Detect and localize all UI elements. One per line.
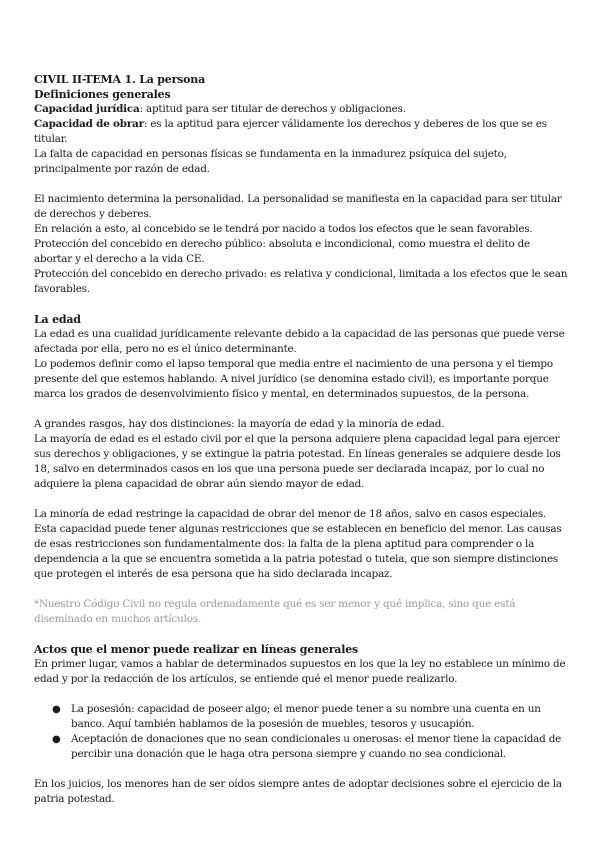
section-heading-definiciones: Definiciones generales bbox=[34, 88, 171, 101]
list-item bbox=[52, 732, 568, 762]
paragraph-capacidad-obrar bbox=[34, 117, 568, 147]
footnote-codigo-civil: *Nuestro Código Civil no regula ordenadamente qué es ser menor y qué implica, sino que está diseminado en muchos artículos. bbox=[34, 598, 516, 625]
list-item-text: Aceptación de donaciones que no sean condicionales u onerosas: el menor tiene la capacidad de percibir una donación que le haga otra persona siempre y cuando no sea condicional. bbox=[71, 733, 562, 760]
paragraph-minoria: La minoría de edad restringe la capacidad de obrar del menor de 18 años, salvo en casos especiales. Esta capacidad puede tener algunas restricciones que se establecen en beneficio del menor. Las causas de esas restricciones son fundamentalmente dos: la falta de la plena aptitud para comprender o la dependencia a la que se encuentra sometida a la patria potestad o tutela, que son siempre distinciones que protegen el interés de esa persona que ha sido declarada incapaz. bbox=[34, 508, 562, 580]
paragraph-proteccion-privado: Protección del concebido en derecho privado: es relativa y condicional, limitada a los efectos que le sean favorables. bbox=[34, 268, 568, 295]
section-heading-edad: La edad bbox=[34, 313, 81, 326]
bullet-list bbox=[34, 702, 568, 762]
document-title: CIVIL II-TEMA 1. La persona bbox=[34, 73, 206, 86]
paragraph-proteccion-publico: Protección del concebido en derecho público: absoluta e incondicional, como muestra el delito de abortar y el derecho a la vida CE. bbox=[34, 238, 531, 265]
bullet-icon: ● bbox=[52, 704, 61, 715]
section-heading-actos: Actos que el menor puede realizar en líneas generales bbox=[34, 643, 358, 656]
term-capacidad-obrar: Capacidad de obrar bbox=[34, 118, 144, 130]
paragraph-nacimiento: El nacimiento determina la personalidad. La personalidad se manifiesta en la capacidad para ser titular de derechos y deberes. bbox=[34, 193, 562, 220]
paragraph-juicios: En los juicios, los menores han de ser oídos siempre antes de adoptar decisiones sobre el ejercicio de la patria potestad. bbox=[34, 778, 562, 805]
paragraph-edad-2: Lo podemos definir como el lapso temporal que media entre el nacimiento de una persona y el tiempo presente del que estemos hablando. A nivel jurídico (se denomina estado civil), es importante porque marca los grados de desenvolvimiento físico y mental, en determinados supuestos, de la persona. bbox=[34, 358, 553, 400]
text-capacidad-juridica: : aptitud para ser titular de derechos y obligaciones. bbox=[139, 103, 406, 115]
paragraph-falta-capacidad: La falta de capacidad en personas físicas se fundamenta en la inmadurez psíquica del sujeto, principalmente por razón de edad. bbox=[34, 148, 507, 175]
paragraph-concebido: En relación a esto, al concebido se le tendrá por nacido a todos los efectos que le sean favorables. bbox=[34, 223, 533, 235]
list-item-text: La posesión: capacidad de poseer algo; el menor puede tener a su nombre una cuenta en un banco. Aquí también hablamos de la posesión de muebles, tesoros y usucapión. bbox=[71, 703, 541, 730]
text-capacidad-obrar: : es la aptitud para ejercer válidamente los derechos y deberes de los que se es titular. bbox=[34, 118, 547, 145]
paragraph-actos: En primer lugar, vamos a hablar de determinados supuestos en los que la ley no establece un mínimo de edad y por la redacción de los artículos, se entiende qué el menor puede realizarlo. bbox=[34, 658, 566, 685]
term-capacidad-juridica: Capacidad jurídica bbox=[34, 103, 140, 115]
paragraph-mayoria: La mayoría de edad es el estado civil por el que la persona adquiere plena capacidad legal para ejercer sus derechos y obligaciones, y se extingue la patria potestad. En líneas generales se adquiere desde los 18, salvo en determinados casos en los que una persona puede ser declarada incapaz, por lo cual no adquiere la plena capacidad de obrar aún siendo mayor de edad. bbox=[34, 433, 561, 490]
list-item bbox=[52, 702, 568, 732]
paragraph-capacidad-juridica bbox=[34, 102, 568, 117]
paragraph-edad-1: La edad es una cualidad jurídicamente relevante debido a la capacidad de las personas que puede verse afectada por ella, pero no es el único determinante. bbox=[34, 328, 565, 355]
bullet-icon: ● bbox=[52, 734, 61, 745]
paragraph-rasgos: A grandes rasgos, hay dos distinciones: la mayoría de edad y la minoría de edad. bbox=[34, 418, 445, 430]
